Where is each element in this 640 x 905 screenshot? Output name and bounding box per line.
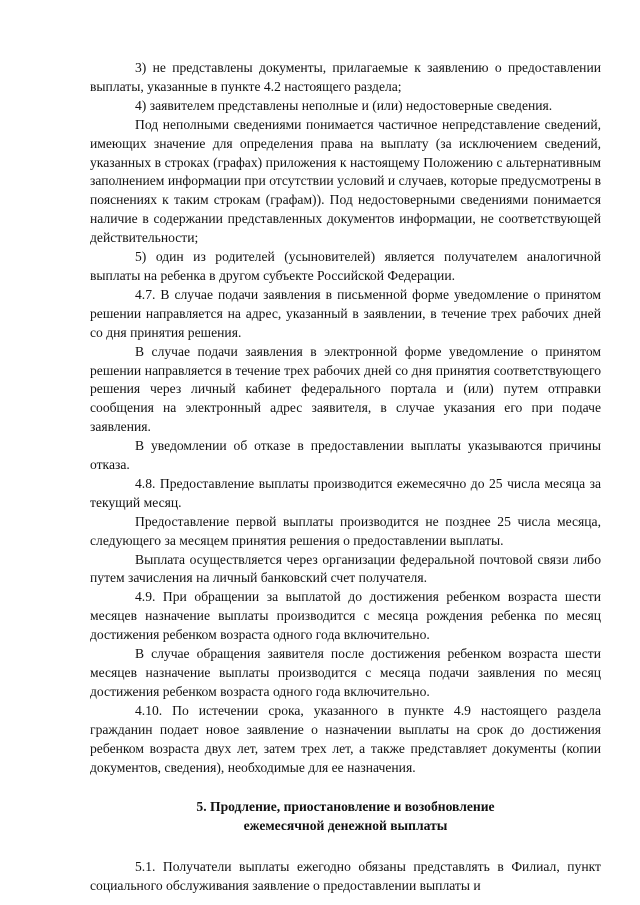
paragraph-4-item: 4) заявителем представлены неполные и (или) недостоверные сведения.	[135, 97, 553, 113]
paragraph-4-10: 4.10. По истечении срока, указанного в пункте 4.9 настоящего раздела гражданин подает новое заявление о назначении выплаты на срок до достижения ребенком возраста двух лет, затем трех лет, а также представляет документы (копии документов, сведения), необходимые для ее назначения.	[90, 702, 601, 775]
paragraph-5-item: 5) один из родителей (усыновителей) является получателем аналогичной выплаты на ребенка в другом субъекте Российской Федерации.	[90, 249, 601, 283]
paragraph-4-8: 4.8. Предоставление выплаты производится ежемесячно до 25 числа месяца за текущий месяц.	[90, 475, 601, 510]
document-page	[90, 59, 601, 896]
paragraph-4-9: 4.9. При обращении за выплатой до достижения ребенком возраста шести месяцев назначение выплаты производится с месяца рождения ребенка по месяц достижения ребенком возраста одного года включительно.	[90, 589, 601, 643]
section-heading-line1: 5. Продление, приостановление и возобновление	[196, 799, 495, 815]
paragraph-electronic-form: В случае подачи заявления в электронной форме уведомление о принятом решении направляется в течение трех рабочих дней со дня принятия соответствующего решения через личный кабинет федерального портала и (или) путем отправки сообщения на электронный адрес заявителя, в случае указания его при подаче заявления.	[90, 343, 601, 435]
paragraph-incomplete-info: Под неполными сведениями понимается частичное непредставление сведений, имеющих значение для определения права на выплату (за исключением сведений, указанных в строках (графах) приложения к настоящему Положению с альтернативным заполнением информации при отсутствии условий и случаев, которые предусмотрены в пояснениях к таким строкам (графам)). Под недостоверными сведениями понимается наличие в содержании представленных документов информации, не соответствующей действительности;	[90, 116, 601, 246]
paragraph-4-7: 4.7. В случае подачи заявления в письменной форме уведомление о принятом решении направляется на адрес, указанный в заявлении, в течение трех рабочих дней со дня принятия решения.	[90, 286, 601, 340]
paragraph-after-six-months: В случае обращения заявителя после достижения ребенком возраста шести месяцев назначение выплаты производится с месяца подачи заявления по месяц достижения ребенком возраста одного года включительно.	[90, 646, 601, 699]
paragraph-refusal-notice: В уведомлении об отказе в предоставлении выплаты указываются причины отказа.	[90, 438, 601, 473]
section-heading-line2: ежемесячной денежной выплаты	[243, 818, 448, 834]
section-heading	[90, 798, 601, 836]
paragraph-3-item: 3) не представлены документы, прилагаемые к заявлению о предоставлении выплаты, указанные в пункте 4.2 настоящего раздела;	[90, 60, 601, 94]
paragraph-payment-method: Выплата осуществляется через организации федеральной почтовой связи либо путем зачисления на личный банковский счет получателя.	[90, 551, 601, 586]
paragraph-5-1: 5.1. Получатели выплаты ежегодно обязаны представлять в Филиал, пункт социального обслуживания заявление о предоставлении выплаты и	[90, 859, 601, 894]
paragraph-first-payment: Предоставление первой выплаты производится не позднее 25 числа месяца, следующего за месяцем принятия решения о предоставлении выплаты.	[90, 513, 601, 548]
